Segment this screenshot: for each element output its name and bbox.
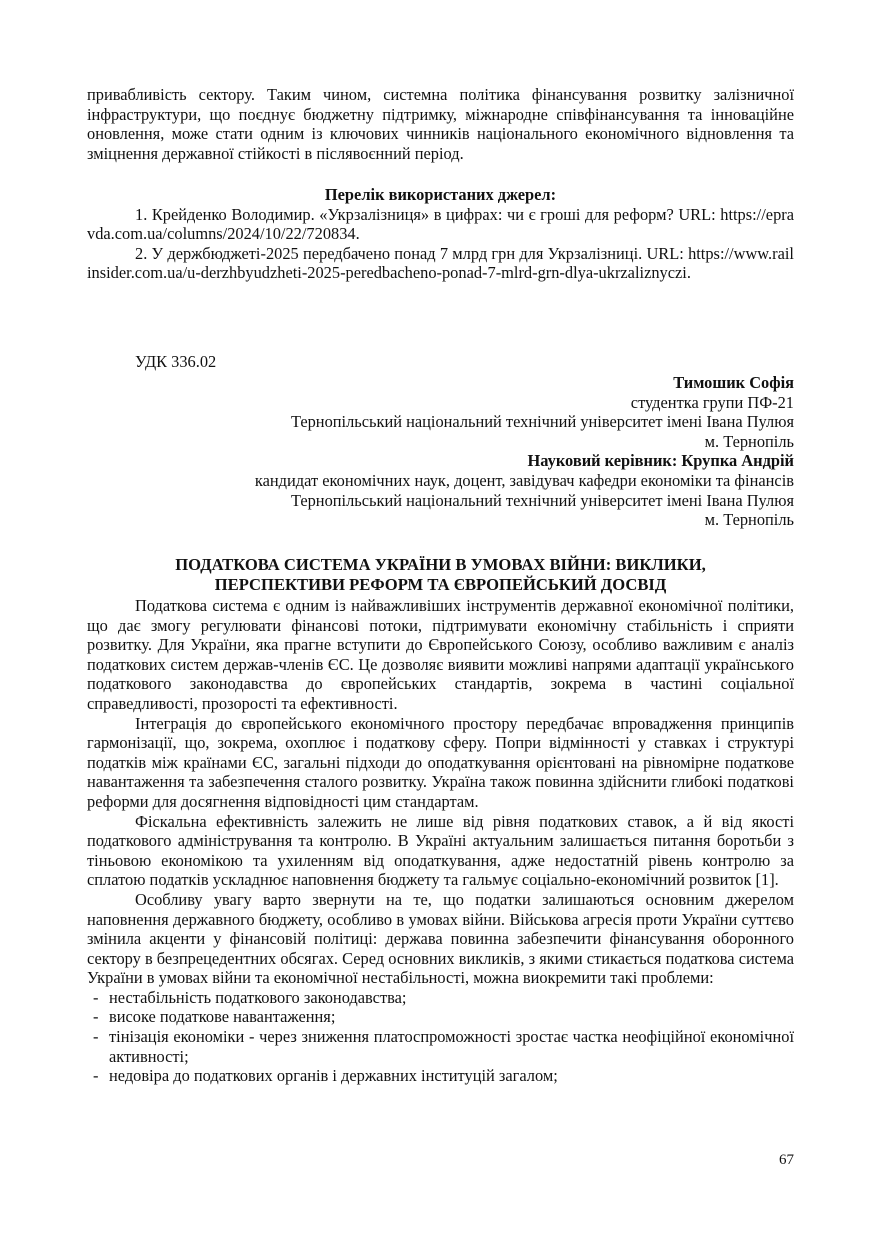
article-title <box>87 555 794 595</box>
list-item: - високе податкове навантаження; <box>87 1007 794 1027</box>
references-section <box>87 185 794 283</box>
udk-code: УДК 336.02 <box>135 352 217 371</box>
reference-url: https://www.railinsider.com.ua/u-derzhbyudzheti-2025-peredbacheno-ponad-7-mlrd-grn-dlya-ukrzaliznyczi. <box>87 243 794 283</box>
supervisor-university: Тернопільський національний технічний університет імені Івана Пулюя <box>290 490 794 510</box>
author-position: студентка групи ПФ-21 <box>630 392 794 412</box>
supervisor-label: Науковий керівник: Крупка Андрій <box>527 451 794 471</box>
intro-paragraph: привабливість сектору. Таким чином, системна політика фінансування розвитку залізничної інфраструктури, що поєднує бюджетну підтримку, міжнародне співфінансування та інноваційне оновлення, може стати одним із ключових чинників національного економічного відновлення та зміцнення державної стійкості в післявоєнний період. <box>87 85 794 163</box>
intro-block <box>87 85 794 163</box>
title-line-1: ПОДАТКОВА СИСТЕМА УКРАЇНИ В УМОВАХ ВІЙНИ: ВИКЛИКИ, <box>175 555 706 574</box>
authors-block <box>87 373 794 530</box>
author-name: Тимошик Софія <box>673 373 794 392</box>
author-city: м. Тернопіль <box>704 431 794 451</box>
body-paragraph: Податкова система є одним із найважливіших інструментів державної економічної політики, що дає змогу регулювати фінансові потоки, підтримувати економічну стабільність і сприяти розвитку. Для України, яка прагне вступити до Європейського Союзу, особливо важливим є аналіз податкових систем держав-членів ЄС. Це дозволяє виявити можливі напрями адаптації українського податкового законодавства до європейських стандартів, зокрема в частині соціальної справедливості, прозорості та ефективності. <box>87 596 794 713</box>
list-item: - недовіра до податкових органів і державних інституцій загалом; <box>87 1066 794 1086</box>
body-paragraph: Фіскальна ефективність залежить не лише від рівня податкових ставок, а й від якості податкового адміністрування та контролю. В Україні актуальним залишається питання боротьби з тіньовою економікою та ухиленням від оподаткування, адже недостатній рівень контролю за сплатою податків ускладнює наповнення бюджету та гальмує соціально-економічний розвиток [1]. <box>87 811 794 890</box>
list-item: - тінізація економіки - через зниження платоспроможності зростає частка неофіційної економічної активності; <box>87 1027 794 1066</box>
author-university: Тернопільський національний технічний університет імені Івана Пулюя <box>290 412 794 432</box>
supervisor-city: м. Тернопіль <box>704 510 794 530</box>
reference-item <box>87 205 794 244</box>
body-paragraph: Особливу увагу варто звернути на те, що податки залишаються основним джерелом наповнення державного бюджету, особливо в умовах війни. Військова агресія проти України суттєво змінила акценти у фінансовій політиці: держава повинна забезпечити фінансування оборонного сектору в безпрецедентних обсягах. Серед основних викликів, з якими стикається податкова система України в умовах війни та економічної нестабільності, можна виокремити такі проблеми: <box>87 889 794 988</box>
reference-item <box>87 244 794 283</box>
title-line-2: ПЕРСПЕКТИВИ РЕФОРМ ТА ЄВРОПЕЙСЬКИЙ ДОСВІД <box>214 575 667 594</box>
page-number: 67 <box>779 1152 794 1168</box>
supervisor-position: кандидат економічних наук, доцент, завідувач кафедри економіки та фінансів <box>254 470 794 490</box>
body-paragraph: Інтеграція до європейського економічного простору передбачає впровадження принципів гармонізації, що, зокрема, охоплює і податкову сферу. Попри відмінності у ставках і структурі податків між країнами ЄС, загальні підходи до оподаткування орієнтовані на рівномірне податкове навантаження та забезпечення сталого розвитку. Україна також повинна здійснити глибокі податкові реформи для досягнення відповідності цим стандартам. <box>87 713 794 811</box>
challenges-list <box>87 988 794 1086</box>
references-heading: Перелік використаних джерел: <box>324 185 557 204</box>
reference-text: 1. Крейденко Володимир. «Укрзалізниця» в цифрах: чи є гроші для реформ? URL: <box>135 204 716 224</box>
udk-block <box>87 352 794 372</box>
reference-text: 2. У держбюджеті-2025 передбачено понад 7 млрд грн для Укрзалізниці. URL: <box>135 243 684 263</box>
reference-url: https://epravda.com.ua/columns/2024/10/22/720834. <box>87 204 794 244</box>
article-body <box>87 596 794 1086</box>
list-item: - нестабільність податкового законодавства; <box>87 988 794 1008</box>
